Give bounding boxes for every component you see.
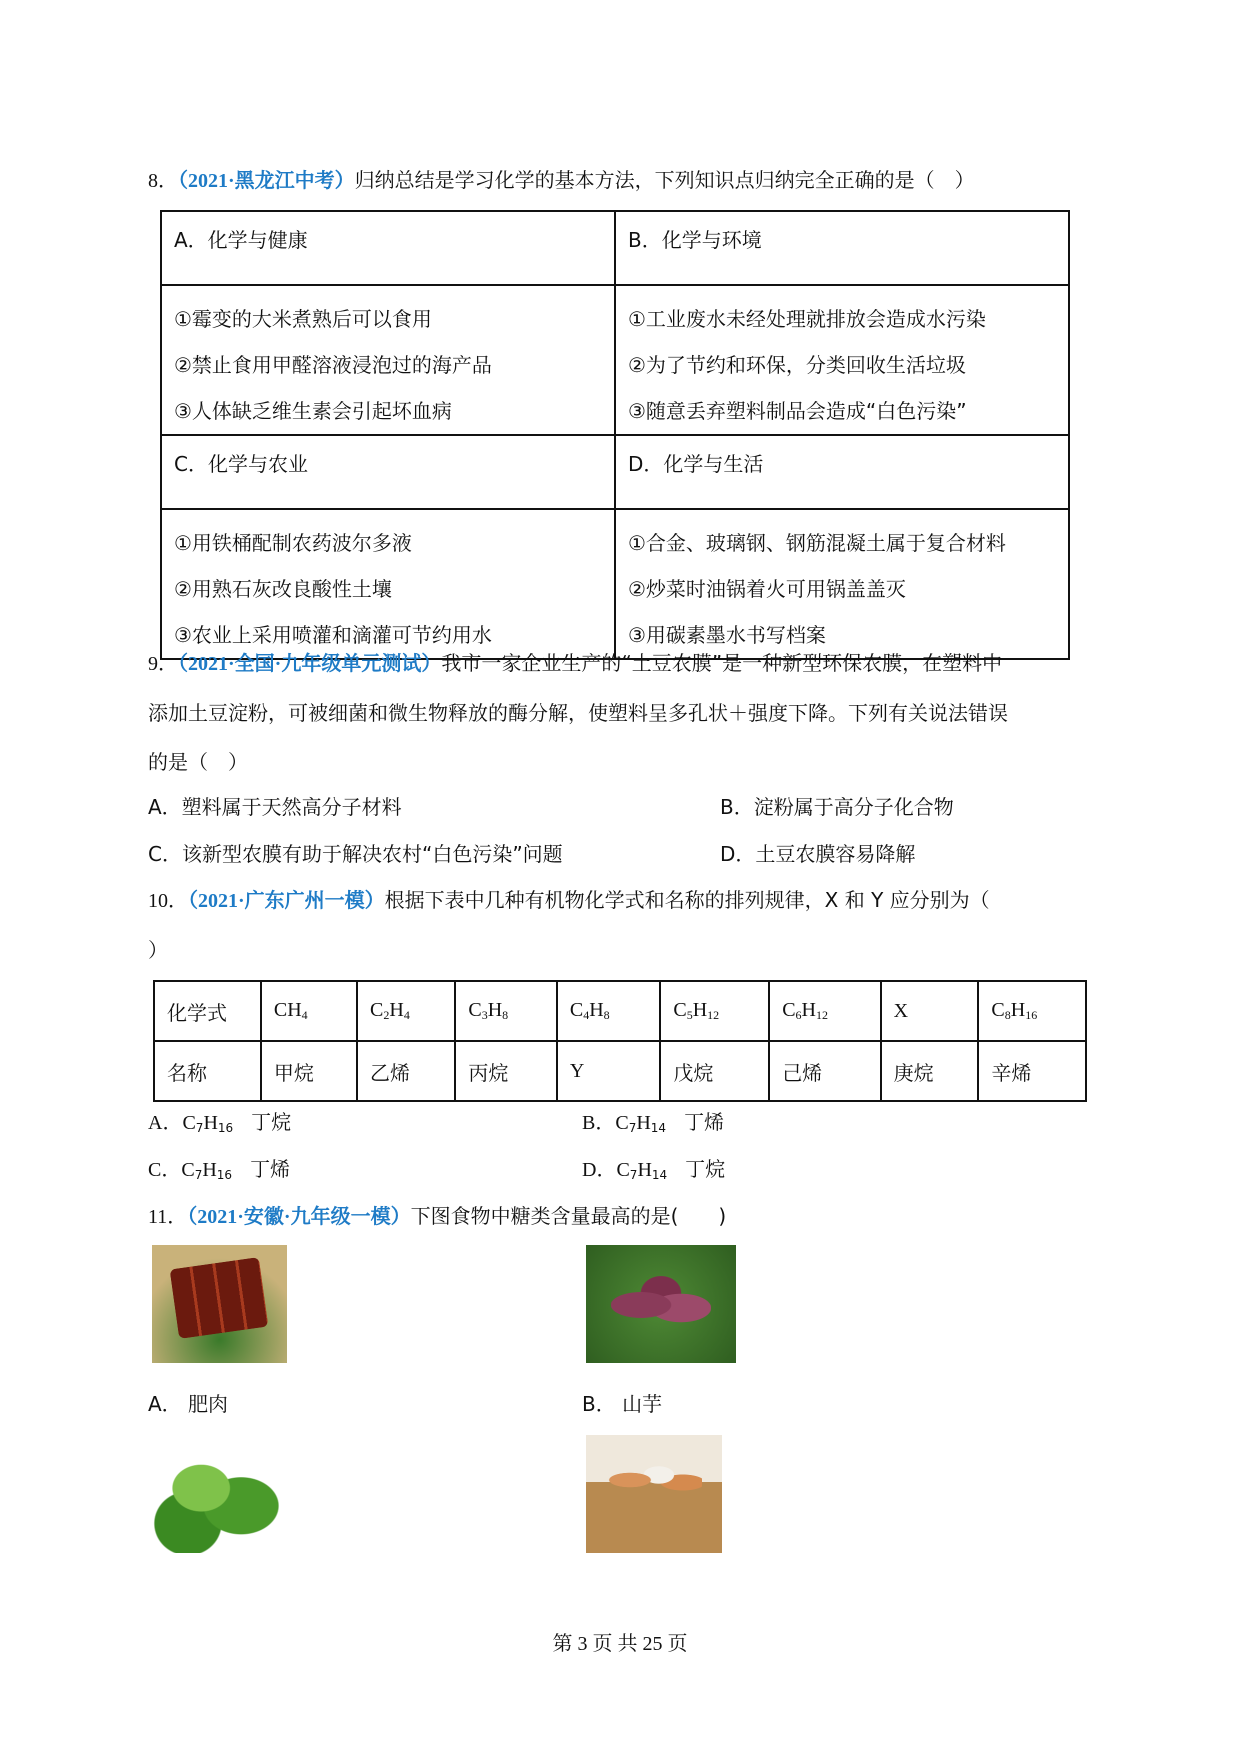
q9-option-c: C．该新型农膜有助于解决农村“白色污染”问题 bbox=[148, 842, 563, 866]
formula-part: C bbox=[782, 999, 796, 1021]
formula-cell bbox=[769, 981, 880, 1041]
cell-d-title: D．化学与生活 bbox=[615, 435, 1069, 509]
formula-part: C bbox=[673, 999, 687, 1021]
name-cell: Y bbox=[557, 1041, 660, 1101]
q11-option-a: A． 肥肉 bbox=[148, 1392, 229, 1416]
formula-part: 8 bbox=[1004, 1008, 1011, 1022]
formula-cell bbox=[455, 981, 557, 1041]
formula-cell bbox=[557, 981, 660, 1041]
formula-cell bbox=[660, 981, 769, 1041]
q9-option-a: A．塑料属于天然高分子材料 bbox=[148, 795, 402, 819]
name-cell: 辛烯 bbox=[978, 1041, 1086, 1101]
cell-c-items: ①用铁桶配制农药波尔多液 ②用熟石灰改良酸性土壤 ③农业上采用喷灌和滴灌可节约用水 bbox=[161, 509, 615, 659]
green-pepper-image bbox=[148, 1435, 281, 1553]
question-9-stem-end: 的是（ ） bbox=[148, 750, 248, 774]
formula-part: 8 bbox=[603, 1008, 610, 1022]
name-cell: 己烯 bbox=[769, 1041, 880, 1101]
formula-part: C bbox=[468, 999, 482, 1021]
sweet-potato-image bbox=[586, 1245, 736, 1363]
question-8-table bbox=[160, 210, 1070, 660]
formula-part: 5 bbox=[686, 1008, 693, 1022]
formula-part: 12 bbox=[707, 1008, 720, 1022]
cell-a-title: A．化学与健康 bbox=[161, 211, 615, 285]
name-cell: 乙烯 bbox=[357, 1041, 455, 1101]
cell-c-title: C．化学与农业 bbox=[161, 435, 615, 509]
formula-part: 6 bbox=[795, 1008, 802, 1022]
name-cell: 庚烷 bbox=[881, 1041, 979, 1101]
formula-part: C bbox=[370, 999, 384, 1021]
formula-part: X bbox=[893, 999, 909, 1022]
formula-part: 2 bbox=[383, 1008, 390, 1022]
q9-option-d: D．土豆农膜容易降解 bbox=[720, 842, 916, 866]
formula-part: 4 bbox=[403, 1008, 410, 1022]
eggs-image bbox=[586, 1435, 722, 1553]
formula-part: H bbox=[801, 999, 816, 1021]
name-cell: 甲烷 bbox=[261, 1041, 357, 1101]
q11-option-b: B． 山芋 bbox=[582, 1392, 663, 1416]
formula-part: C bbox=[569, 999, 584, 1021]
cell-b-title: B．化学与环境 bbox=[615, 211, 1069, 285]
q10-option-c: C．$C_7H_{16}$ 丁烯 bbox=[148, 1157, 291, 1182]
q10-option-d: D．$C_7H_{14}$ 丁烷 bbox=[582, 1157, 726, 1182]
page-footer: 第 3 页 共 25 页 bbox=[552, 1633, 688, 1655]
fatty-pork-image bbox=[152, 1245, 287, 1363]
formula-part: 4 bbox=[583, 1008, 590, 1022]
row-label-name: 名称 bbox=[154, 1041, 261, 1101]
cell-d-items: ①合金、玻璃钢、钢筋混凝土属于复合材料 ②炒菜时油锅着火可用锅盖盖灭 ③用碳素墨水书写档案 bbox=[615, 509, 1069, 659]
formula-cell bbox=[978, 981, 1086, 1041]
formula-cell bbox=[881, 981, 979, 1041]
formula-part: H bbox=[1010, 999, 1026, 1021]
question-11-stem: 11．（2021·安徽·九年级一模）下图食物中糖类含量最高的是( ) bbox=[148, 1204, 727, 1228]
question-8-stem: 8．（2021·黑龙江中考）归纳总结是学习化学的基本方法，下列知识点归纳完全正确的是（ ） bbox=[148, 168, 975, 192]
formula-cell bbox=[261, 981, 357, 1041]
q9-option-b: B．淀粉属于高分子化合物 bbox=[720, 795, 954, 819]
formula-part: H bbox=[692, 999, 708, 1021]
formula-part: 4 bbox=[301, 1008, 308, 1022]
formula-part: H bbox=[487, 999, 503, 1021]
name-cell: 戊烷 bbox=[660, 1041, 769, 1101]
formula-part: H bbox=[589, 999, 604, 1021]
question-10-stem-end: ） bbox=[148, 938, 168, 962]
formula-part: 3 bbox=[481, 1008, 488, 1022]
formula-cell bbox=[357, 981, 455, 1041]
formula-part: C bbox=[273, 999, 288, 1021]
formula-part: 8 bbox=[502, 1008, 509, 1022]
name-cell: 丙烷 bbox=[455, 1041, 557, 1101]
cell-b-items: ①工业废水未经处理就排放会造成水污染 ②为了节约和环保，分类回收生活垃圾 ③随意丢弃塑料制品会造成“白色污染” bbox=[615, 285, 1069, 435]
question-10-table bbox=[153, 980, 1087, 1102]
formula-part: 16 bbox=[1025, 1008, 1038, 1022]
cell-a-items: ①霉变的大米煮熟后可以食用 ②禁止食用甲醛溶液浸泡过的海产品 ③人体缺乏维生素会引起坏血病 bbox=[161, 285, 615, 435]
formula-part: H bbox=[389, 999, 404, 1021]
question-9-stem-cont: 添加土豆淀粉，可被细菌和微生物释放的酶分解，使塑料呈多孔状＋强度下降。下列有关说法错误 bbox=[148, 701, 1008, 725]
formula-part: 12 bbox=[815, 1008, 828, 1022]
q10-option-b: B．$C_7H_{14}$ 丁烯 bbox=[582, 1110, 725, 1135]
question-9-stem: 9．（2021·全国·九年级单元测试）我市一家企业生产的“土豆农膜”是一种新型环保农膜，在塑料中 bbox=[148, 651, 1003, 675]
q10-option-a: A．$C_7H_{16}$ 丁烷 bbox=[148, 1110, 292, 1135]
question-10-stem: 10．（2021·广东广州一模）根据下表中几种有机物化学式和名称的排列规律，X 和 Y 应分别为（ bbox=[148, 888, 990, 912]
formula-part: H bbox=[287, 999, 302, 1021]
row-label-formula: 化学式 bbox=[154, 981, 261, 1041]
formula-part: C bbox=[991, 999, 1005, 1021]
